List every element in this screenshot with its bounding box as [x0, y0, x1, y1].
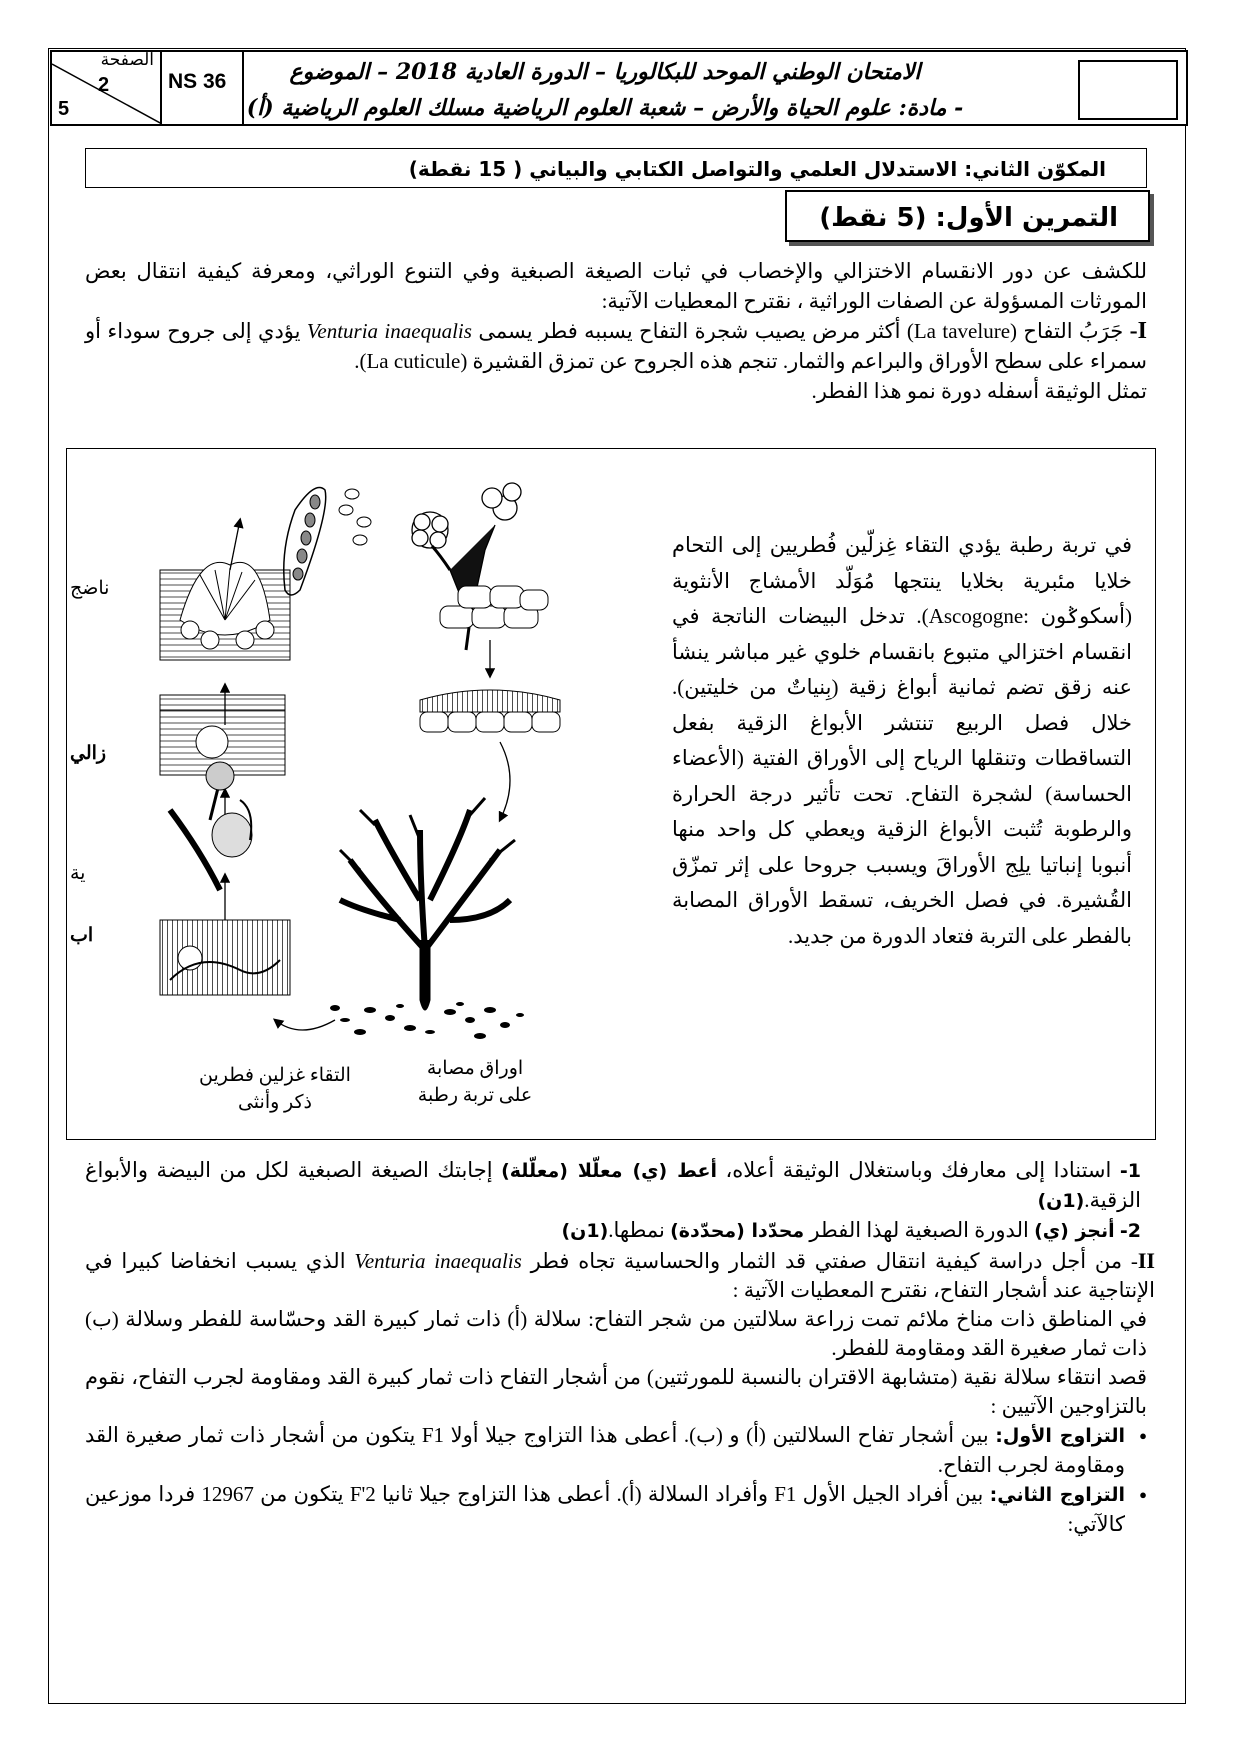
question-2	[85, 1216, 1147, 1246]
q2-text-b: نمطها.	[608, 1218, 665, 1242]
part2-species: Venturia inaequalis	[354, 1249, 522, 1273]
page-label: الصفحة	[100, 50, 154, 69]
section-title: المكوّن الثاني: الاستدلال العلمي والتواصل الكتابي والبياني ( 15 نقطة)	[85, 148, 1147, 188]
part2-intro	[85, 1246, 1155, 1305]
exam-code-box	[160, 50, 246, 126]
part1-species: Venturia inaequalis	[306, 319, 472, 343]
exam-title-line1: الامتحان الوطني الموحد للبكالوريا – الدورة العادية 2018 – الموضوع	[289, 59, 921, 85]
q1-text-a: استنادا إلى معارفك وباستغلال الوثيقة أعلاه،	[725, 1158, 1112, 1182]
page-number: 2	[98, 74, 110, 96]
document-text: في تربة رطبة يؤدي التقاء غِزلّين فُطريين إلى التحام خلايا مئبرية بخلايا ينتجها مُوَلّد الأمشاج الأنثوية (أسكوݣون :Ascogogne). تدخل البيضات الناتجة في انقسام اختزالي متبوع بانقسام خلوي غير مباشر ينشأ عنه زقق تضم ثمانية أبواغ زقية (بِنياتٌ من خليتين). خلال فصل الربيع تنتشر الأبواغ الزقية بفعل التساقطات وتنقلها الرياح إلى الأوراق الفتية (الأعضاء الحساسة) لشجرة التفاح. تحت تأثير درجة الحرارة والرطوبة تُثبت الأبواغ الزقية ويعطي كل واحد منها أنبوبا إنباتيا يلِج الأوراقَ ويسبب جروحا على إثر تمزّق القُشيرة. في فصل الخريف، تسقط الأوراق المصابة بالفطر على التربة فتعاد الدورة من جديد.	[672, 533, 1133, 948]
page-number-box	[50, 50, 164, 126]
part2-para2: في المناطق ذات مناخ ملائم تمت زراعة سلالتين من شجر التفاح: سلالة (أ) ذات ثمار كبيرة القد وحسّاسة للفطر وسلالة (ب) ذات ثمار صغيرة القد ومقاومة للفطر.	[85, 1307, 1147, 1360]
part1-text	[85, 316, 1147, 376]
perithecium-icon	[160, 562, 290, 660]
q2-bold-b: محدّدا (محدّدة)	[670, 1220, 805, 1242]
label-mycelia-meet: التقاء غزلين فطرين ذكر وأنثى	[199, 1065, 351, 1113]
label-mature-partial: ناضج	[70, 578, 110, 599]
exercise-title: التمرين الأول: (5 نقط)	[785, 190, 1150, 242]
exam-code: NS 36	[168, 70, 227, 93]
part2-text1: - من أجل دراسة كيفية انتقال صفتي قد الثمار والحساسية تجاه فطر	[530, 1249, 1138, 1273]
questions-block	[85, 1156, 1155, 1539]
q1-number: 1-	[1119, 1160, 1142, 1182]
q1-bold-a: أعط (ي) معلّلا (معلّلة)	[501, 1160, 717, 1182]
q2-text-a: الدورة الصبغية لهذا الفطر	[809, 1218, 1029, 1242]
label-infected-leaves: اوراق مصابة على تربة رطبة	[417, 1058, 533, 1106]
part1-text2: يؤدي إلى جروح سوداء أو سمراء على سطح الأوراق والبراعم والثمار. تنجم هذه الجروح عن تمزق القشيرة (La cuticule).	[85, 319, 1147, 373]
ascogonium-antheridium-icon	[170, 762, 252, 890]
infected-leaf-surface-icon	[420, 690, 560, 732]
part2-number: II	[1137, 1248, 1155, 1273]
intro-block	[85, 256, 1147, 406]
q2-points: (1ن)	[561, 1220, 609, 1242]
q1-text-b: إجابتك الصيغة الصبغية لكل من البيضة والأبواغ الزقية.	[85, 1158, 1141, 1212]
ascospores-icon	[339, 489, 371, 545]
part1-text3: تمثل الوثيقة أسفله دورة نمو هذا الفطر.	[811, 379, 1147, 403]
part2-text2: الذي يسبب انخفاضا كبيرا في الإنتاجية عند أشجار التفاح، نقترح المعطيات الآتية :	[85, 1249, 1155, 1302]
question-1	[85, 1156, 1147, 1216]
blank-corner-box	[1078, 60, 1178, 120]
q2-number: 2-	[1119, 1220, 1141, 1242]
fungus-lifecycle-diagram	[120, 480, 680, 1120]
cross-2	[85, 1480, 1125, 1539]
part1-number: I-	[1129, 318, 1148, 344]
part1-word: جَرَبُ التفاح	[1023, 319, 1124, 343]
q2-bold-a: أنجز (ي)	[1034, 1220, 1115, 1242]
cross1-title: التزاوج الأول:	[995, 1425, 1125, 1447]
q1-points: (1ن)	[1037, 1190, 1085, 1212]
exam-title	[240, 54, 970, 126]
crosses-list	[85, 1421, 1147, 1539]
label-left-partial-1: ية	[70, 863, 86, 884]
label-meiosis-partial: زالي	[70, 743, 107, 764]
cross2-text: بين أفراد الجيل الأول F1 وأفراد السلالة (أ). أعطى هذا التزاوج جيلا ثانيا F'2 يتكون من 12967 فردا موزعين كالآتي:	[85, 1482, 1125, 1536]
leaf-cells-icon	[440, 586, 548, 628]
cross2-title: التزاوج الثاني:	[989, 1484, 1125, 1506]
total-pages: 5	[58, 98, 70, 120]
exam-title-line2: - مادة: علوم الحياة والأرض – شعبة العلوم الرياضية مسلك العلوم الرياضية (أ)	[246, 95, 964, 121]
leaf-tissue-mycelia-icon	[160, 920, 290, 995]
cross-1	[85, 1421, 1125, 1480]
part1-text1: (La tavelure) أكثر مرض يصيب شجرة التفاح يسببه فطر يسمى	[478, 319, 1018, 343]
part2-para3: قصد انتقاء سلالة نقية (متشابهة الاقتران بالنسبة للمورثتين) من أشجار التفاح ذات ثمار كبيرة القد ومقاومة لجرب التفاح، نقوم بالتزاوجين الآتيين :	[85, 1365, 1147, 1418]
apple-tree-icon	[340, 798, 515, 1010]
intro-text: للكشف عن دور الانقسام الاختزالي والإخصاب في ثبات الصيغة الصبغية وفي التنوع الوراثي، ومعرفة كيفية انتقال بعض المورثات المسؤولة عن الصفات الوراثية ، نقترح المعطيات الآتية:	[85, 259, 1147, 313]
label-left-partial-2: اب	[70, 925, 94, 946]
cross1-text: بين أشجار تفاح السلالتين (أ) و (ب). أعطى هذا التزاوج جيلا أولا F1 يتكون من أشجار ذات ثمار صغيرة القد ومقاومة لجرب التفاح.	[85, 1423, 1125, 1477]
